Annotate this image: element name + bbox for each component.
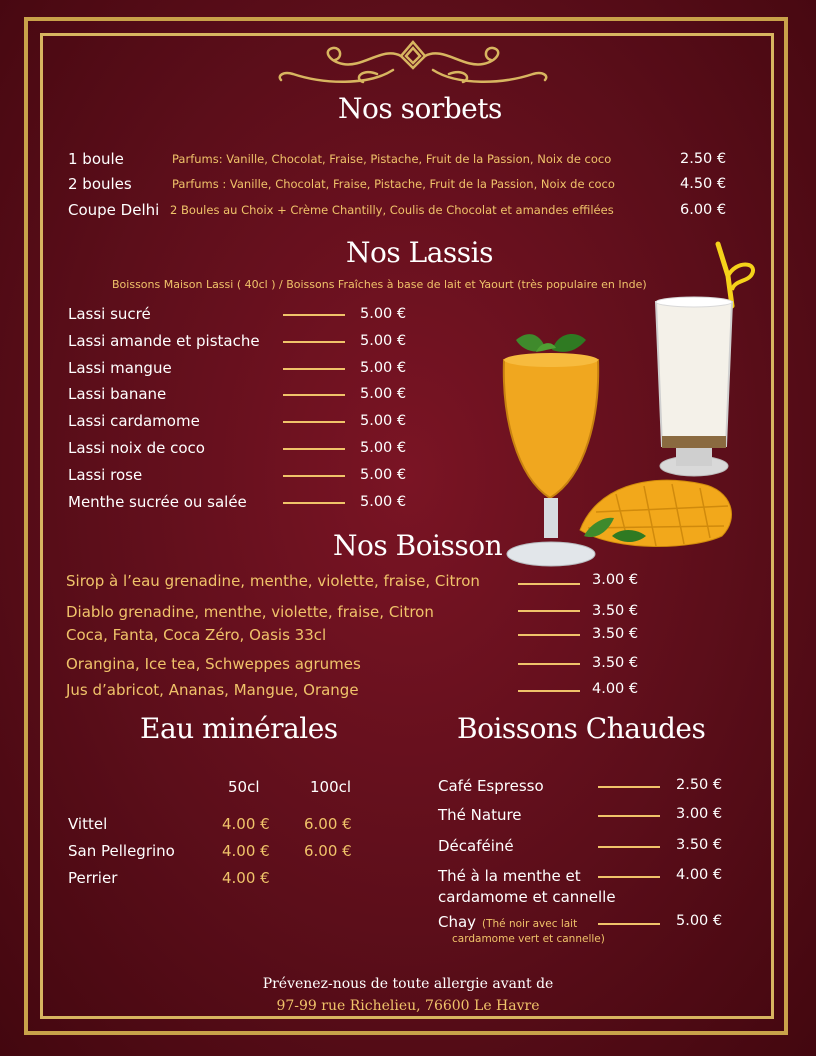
sorbet-item-name: 2 boules (68, 175, 132, 193)
leader-line (518, 663, 580, 665)
boisson-item-name: Sirop à l’eau grenadine, menthe, violette, fraise, Citron (66, 572, 480, 590)
lassis-title: Nos Lassis (346, 236, 493, 269)
sorbets-title: Nos sorbets (338, 92, 502, 125)
eau-item-price-100: 6.00 € (304, 842, 352, 860)
chaude-item-name: Thé à la menthe et (438, 867, 581, 885)
sorbet-item-desc: 2 Boules au Choix + Crème Chantilly, Coulis de Chocolat et amandes effilées (170, 203, 614, 217)
lassi-item-name: Lassi banane (68, 385, 167, 403)
leader-line (518, 610, 580, 612)
sorbet-item-name: Coupe Delhi (68, 201, 160, 219)
sorbet-item-name: 1 boule (68, 150, 124, 168)
sorbet-item-price: 4.50 € (680, 176, 727, 192)
lassi-item-price: 5.00 € (360, 306, 407, 322)
lassi-drinks-illustration (496, 236, 766, 576)
lassi-item-name: Lassi rose (68, 466, 143, 484)
lassi-item-price: 5.00 € (360, 494, 407, 510)
lassi-item-name: Lassi sucré (68, 305, 151, 323)
eau-col-100cl: 100cl (310, 778, 352, 796)
leader-line (598, 876, 660, 878)
boisson-item-name: Diablo grenadine, menthe, violette, fraise, Citron (66, 603, 434, 621)
leader-line (518, 690, 580, 692)
leader-line (598, 923, 660, 925)
eau-item-price-50: 4.00 € (222, 869, 270, 887)
chaude-item-note-line2: cardamome vert et cannelle) (452, 933, 605, 945)
boisson-item-name: Orangina, Ice tea, Schweppes agrumes (66, 655, 361, 673)
boisson-item-name: Jus d’abricot, Ananas, Mangue, Orange (66, 681, 359, 699)
leader-line (598, 815, 660, 817)
lassi-item-price: 5.00 € (360, 386, 407, 402)
lassi-item-price: 5.00 € (360, 413, 407, 429)
lassi-item-price: 5.00 € (360, 333, 407, 349)
allergy-notice: Prévenez-nous de toute allergie avant de (262, 976, 554, 992)
leader-line (283, 448, 345, 450)
chaude-item-name-line2: cardamome et cannelle (438, 888, 616, 906)
chaude-item-price: 3.00 € (676, 806, 723, 822)
boisson-item-price: 3.50 € (592, 655, 639, 671)
leader-line (283, 314, 345, 316)
chaude-item-name: Décaféiné (438, 837, 514, 855)
boisson-item-price: 3.50 € (592, 603, 639, 619)
chaude-item-name: Café Espresso (438, 777, 544, 795)
chaude-item-price: 3.50 € (676, 837, 723, 853)
chaude-item-note: (Thé noir avec lait (482, 918, 578, 930)
leader-line (518, 634, 580, 636)
ornament-flourish-icon (273, 38, 553, 90)
eau-item-name: San Pellegrino (68, 842, 175, 860)
address: 97-99 rue Richelieu, 76600 Le Havre (276, 998, 540, 1014)
lassis-subtitle: Boissons Maison Lassi ( 40cl ) / Boissons Fraîches à base de lait et Yaourt (très populaire en Inde) (112, 278, 647, 291)
leader-line (283, 502, 345, 504)
chaudes-title: Boissons Chaudes (457, 712, 706, 745)
lassi-item-price: 5.00 € (360, 467, 407, 483)
lassi-item-name: Lassi amande et pistache (68, 332, 260, 350)
boisson-item-price: 3.00 € (592, 572, 639, 588)
eau-item-price-50: 4.00 € (222, 842, 270, 860)
boisson-item-name: Coca, Fanta, Coca Zéro, Oasis 33cl (66, 626, 327, 644)
sorbet-item-price: 6.00 € (680, 202, 727, 218)
eau-col-50cl: 50cl (228, 778, 260, 796)
leader-line (283, 368, 345, 370)
chaude-item-price: 2.50 € (676, 777, 723, 793)
leader-line (283, 341, 345, 343)
boissons-title: Nos Boisson (333, 529, 503, 562)
chaude-item-name: Chay (438, 913, 477, 931)
chaude-item-name: Thé Nature (438, 806, 522, 824)
sorbet-item-price: 2.50 € (680, 151, 727, 167)
boisson-item-price: 4.00 € (592, 681, 639, 697)
chaude-item-price: 4.00 € (676, 867, 723, 883)
lassi-item-price: 5.00 € (360, 360, 407, 376)
lassi-item-name: Lassi cardamome (68, 412, 200, 430)
eau-item-name: Vittel (68, 815, 108, 833)
sorbet-item-desc: Parfums : Vanille, Chocolat, Fraise, Pistache, Fruit de la Passion, Noix de coco (172, 177, 615, 191)
boisson-item-price: 3.50 € (592, 626, 639, 642)
lassi-item-name: Menthe sucrée ou salée (68, 493, 247, 511)
chaude-item-price: 5.00 € (676, 913, 723, 929)
eau-title: Eau minérales (140, 712, 338, 745)
sorbet-item-desc: Parfums: Vanille, Chocolat, Fraise, Pistache, Fruit de la Passion, Noix de coco (172, 152, 612, 166)
lassi-item-name: Lassi noix de coco (68, 439, 205, 457)
leader-line (598, 846, 660, 848)
lassi-item-name: Lassi mangue (68, 359, 172, 377)
leader-line (283, 421, 345, 423)
eau-item-price-100: 6.00 € (304, 815, 352, 833)
leader-line (518, 583, 580, 585)
leader-line (283, 394, 345, 396)
lassi-item-price: 5.00 € (360, 440, 407, 456)
leader-line (598, 786, 660, 788)
eau-item-name: Perrier (68, 869, 118, 887)
eau-item-price-50: 4.00 € (222, 815, 270, 833)
leader-line (283, 475, 345, 477)
